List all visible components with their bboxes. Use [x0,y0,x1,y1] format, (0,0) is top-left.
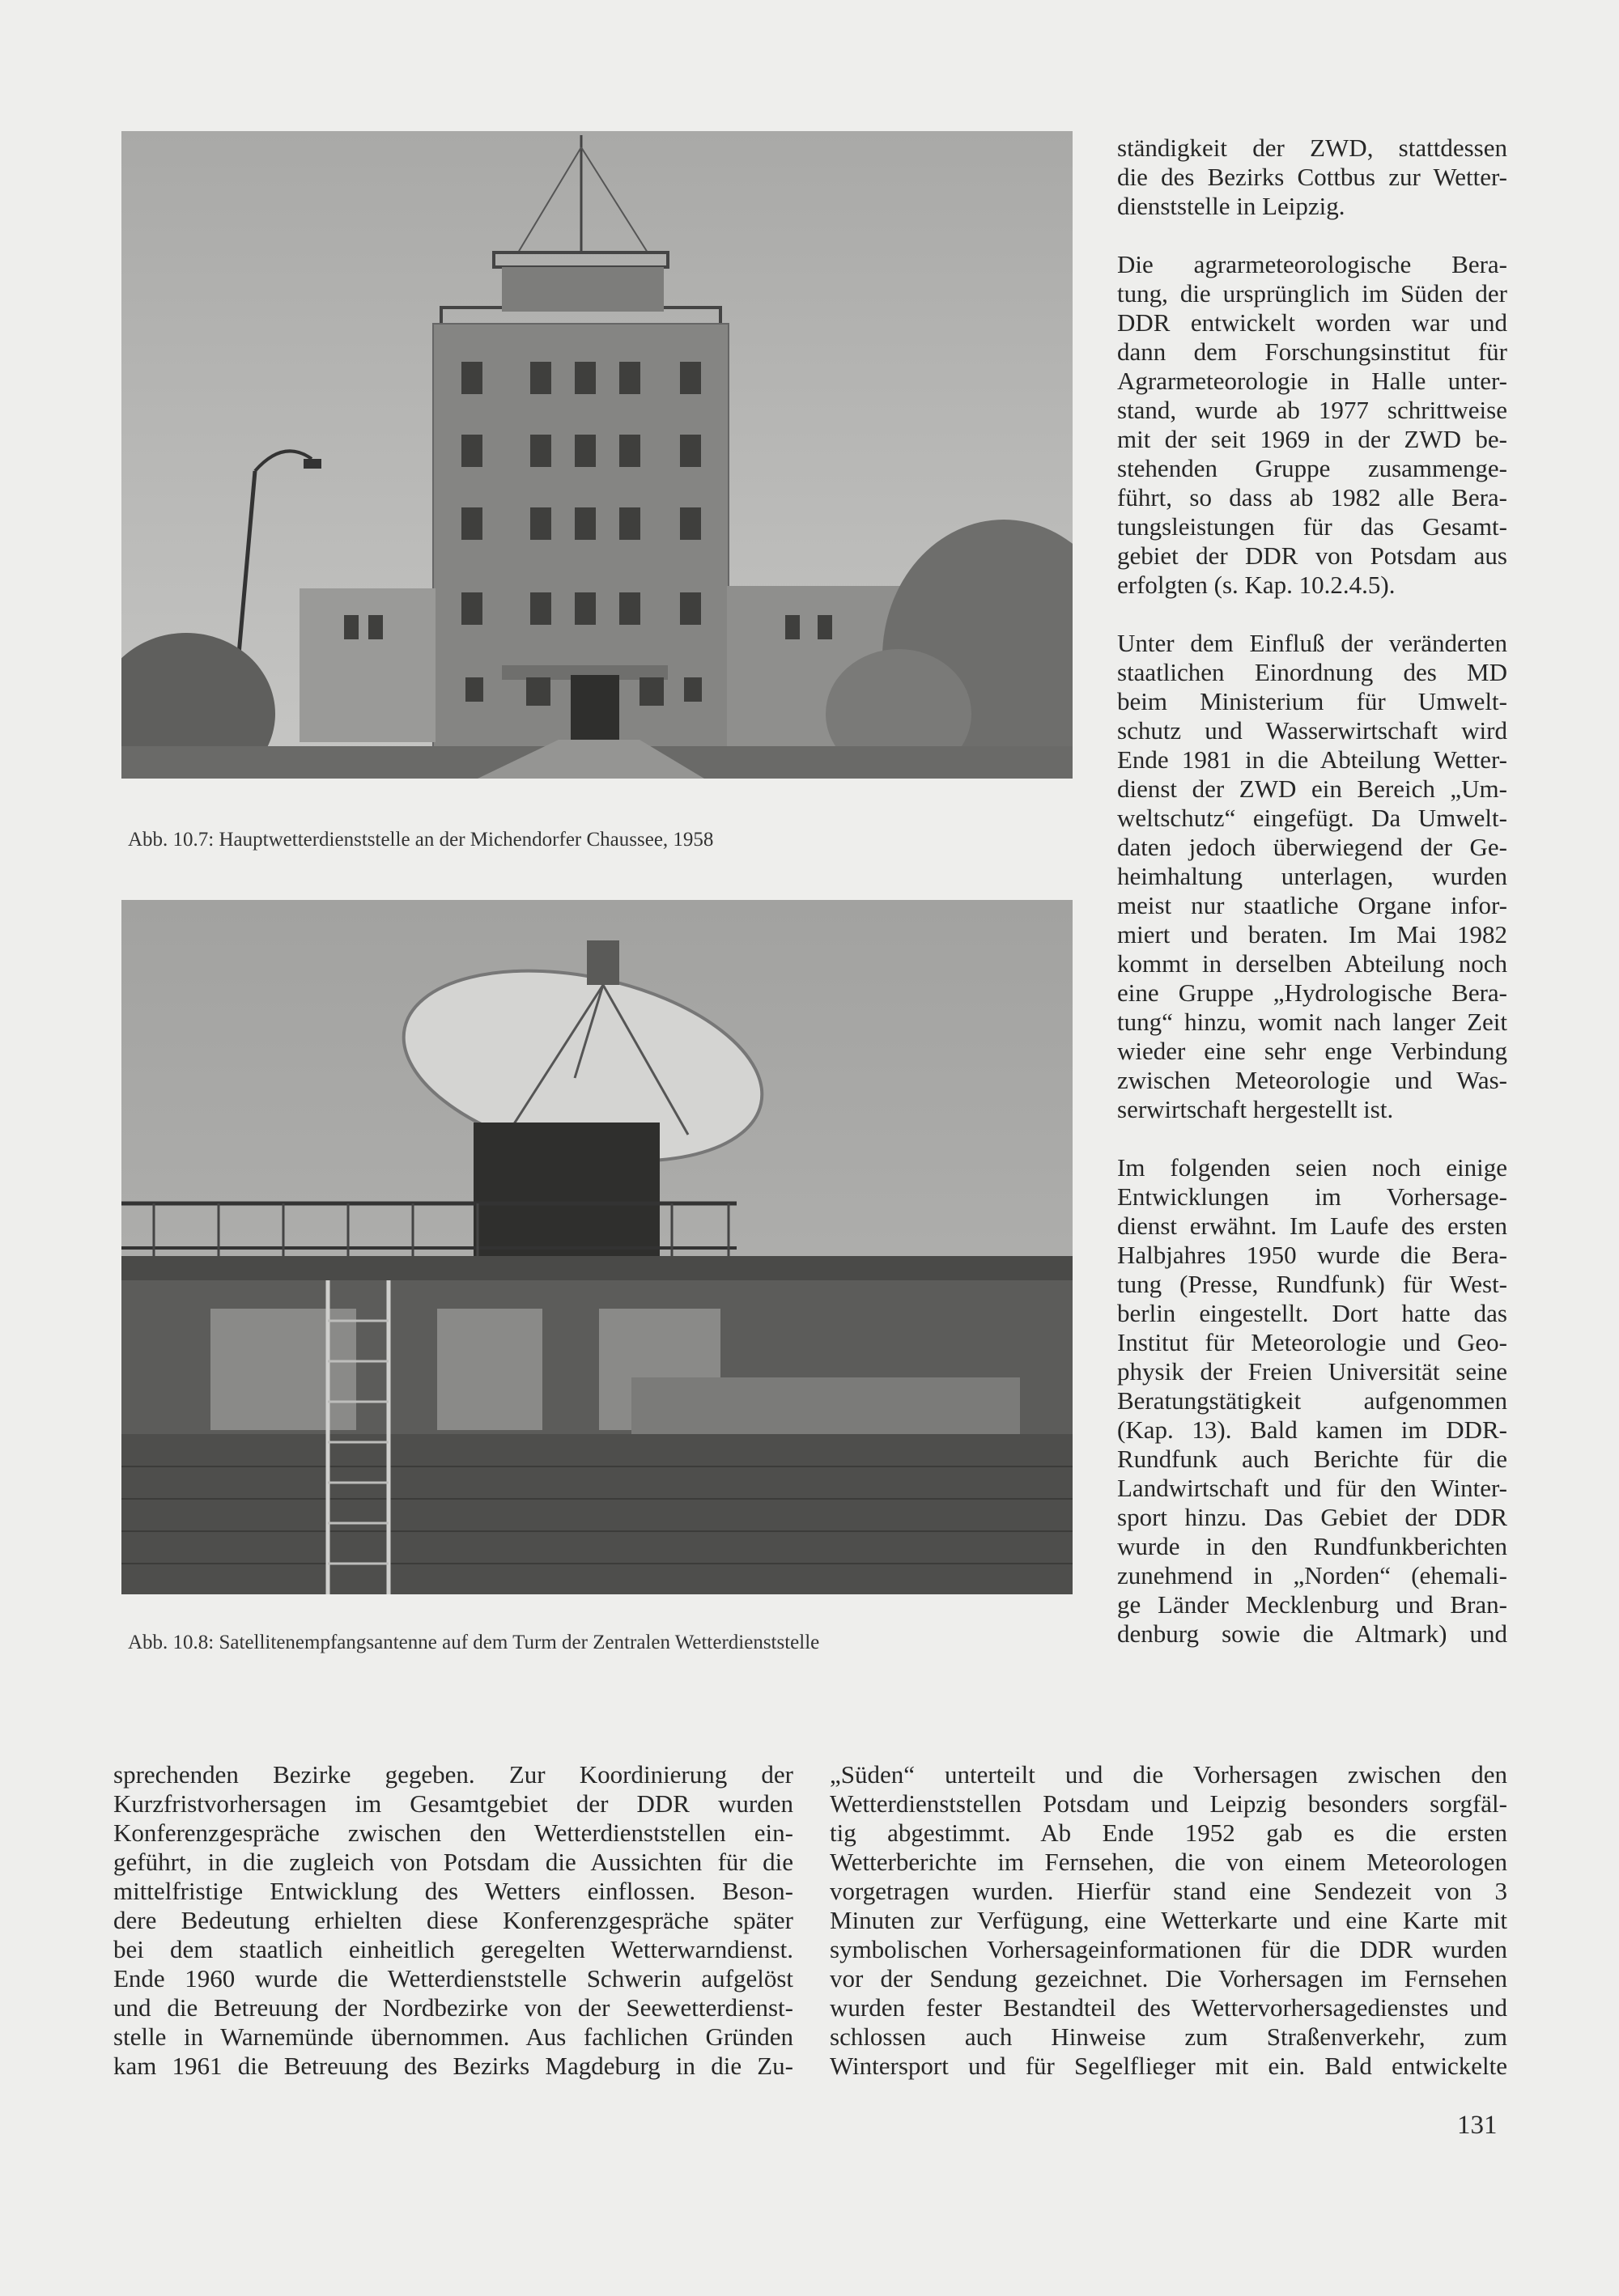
text-line: wurde in den Rundfunkberichten [1117,1532,1507,1560]
text-line: dienststelle in Leipzig. [1117,192,1345,220]
text-line: wurden fester Bestandteil des Wettervorhersagedienstes und [830,1993,1507,2022]
text-line: Konferenzgespräche zwischen den Wetterdienststellen ein- [113,1819,793,1847]
text-line: Die agrarmeteorologische Bera- [1117,250,1507,278]
text-line: berlin eingestellt. Dort hatte das [1117,1299,1507,1327]
text-line: tungsleistungen für das Gesamt- [1117,512,1507,541]
text-line: tig abgestimmt. Ab Ende 1952 gab es die ersten [830,1819,1507,1847]
text-line: Entwicklungen im Vorhersage- [1117,1182,1507,1211]
paragraph [1117,1153,1507,1649]
text-line: denburg sowie die Altmark) und [1117,1619,1507,1648]
text-line: „Süden“ unterteilt und die Vorhersagen zwischen den [830,1760,1507,1789]
text-line: DDR entwickelt worden war und [1117,308,1507,337]
text-line: meist nur staatliche Organe infor- [1117,891,1507,919]
text-line: mit der seit 1969 in der ZWD be- [1117,425,1507,453]
text-line: dienst der ZWD ein Bereich „Um- [1117,775,1507,803]
text-line: sprechenden Bezirke gegeben. Zur Koordinierung der [113,1760,793,1789]
photo-satellite-antenna [121,900,1073,1594]
text-line: stand, wurde ab 1977 schrittweise [1117,396,1507,424]
text-line: kommt in derselben Abteilung noch [1117,949,1507,978]
text-line: führt, so dass ab 1982 alle Bera- [1117,483,1507,511]
text-line: schutz und Wasserwirtschaft wird [1117,716,1507,745]
page-number: 131 [1457,2111,1498,2140]
text-line: zunehmend in „Norden“ (ehemali- [1117,1561,1507,1589]
text-line: weltschutz“ eingefügt. Da Umwelt- [1117,804,1507,832]
text-line: Agrarmeteorologie in Halle unter- [1117,367,1507,395]
text-line: symbolischen Vorhersageinformationen für die DDR wurden [830,1935,1507,1963]
tower-building-illustration [121,131,1073,779]
text-line: Wetterberichte im Fernsehen, die von einem Meteorologen [830,1848,1507,1876]
text-line: tung“ hinzu, womit nach langer Zeit [1117,1008,1507,1036]
text-line: stelle in Warnemünde übernommen. Aus fachlichen Gründen [113,2022,793,2051]
text-line: gebiet der DDR von Potsdam aus [1117,541,1507,570]
text-line: schlossen auch Hinweise zum Straßenverkehr, zum [830,2022,1507,2051]
text-line: vorgetragen wurden. Hierfür stand eine Sendezeit von 3 [830,1877,1507,1905]
text-line: ständigkeit der ZWD, stattdessen [1117,134,1507,162]
text-line: dere Bedeutung erhielten diese Konferenzgespräche später [113,1906,793,1934]
text-line: die des Bezirks Cottbus zur Wetter- [1117,163,1507,191]
text-line: daten jedoch überwiegend der Ge- [1117,833,1507,861]
paragraph [1117,134,1507,221]
text-line: dienst erwähnt. Im Laufe des ersten [1117,1212,1507,1240]
text-line: mittelfristige Entwicklung des Wetters einflossen. Beson- [113,1877,793,1905]
text-line: dann dem Forschungsinstitut für [1117,337,1507,366]
text-line: tung (Presse, Rundfunk) für West- [1117,1270,1507,1298]
text-line: beim Ministerium für Umwelt- [1117,687,1507,715]
text-line: heimhaltung unterlagen, wurden [1117,862,1507,890]
paragraph [1117,250,1507,600]
text-line: physik der Freien Universität seine [1117,1357,1507,1386]
bottom-left-column-text [113,1760,793,2081]
text-line: Wetterdienststellen Potsdam und Leipzig besonders sorgfäl- [830,1789,1507,1818]
right-column-text [1117,134,1507,1649]
text-line: Rundfunk auch Berichte für die [1117,1445,1507,1473]
text-line: bei dem staatlich einheitlich geregelten Wetterwarndienst. [113,1935,793,1963]
text-line: sport hinzu. Das Gebiet der DDR [1117,1503,1507,1531]
text-line: und die Betreuung der Nordbezirke von der Seewetterdienst- [113,1993,793,2022]
text-line: Wintersport und für Segelflieger mit ein. Bald entwickelte [830,2052,1507,2080]
text-line: Landwirtschaft und für den Winter- [1117,1474,1507,1502]
text-line: miert und beraten. Im Mai 1982 [1117,920,1507,949]
text-line: wieder eine sehr enge Verbindung [1117,1037,1507,1065]
satellite-antenna-illustration [121,900,1073,1594]
text-line: zwischen Meteorologie und Was- [1117,1066,1507,1094]
text-line: serwirtschaft hergestellt ist. [1117,1095,1394,1123]
text-line: Ende 1960 wurde die Wetterdienststelle Schwerin aufgelöst [113,1964,793,1993]
paragraph [1117,629,1507,1124]
text-line: Institut für Meteorologie und Geo- [1117,1328,1507,1356]
text-line: Minuten zur Verfügung, eine Wetterkarte und eine Karte mit [830,1906,1507,1934]
photo-weather-tower [121,131,1073,779]
text-line: erfolgten (s. Kap. 10.2.4.5). [1117,571,1396,599]
text-line: Unter dem Einfluß der veränderten [1117,629,1507,657]
text-line: (Kap. 13). Bald kamen im DDR- [1117,1415,1507,1444]
text-line: Ende 1981 in die Abteilung Wetter- [1117,745,1507,774]
text-line: geführt, in die zugleich von Potsdam die Aussichten für die [113,1848,793,1876]
figure-caption-10-7: Abb. 10.7: Hauptwetterdienststelle an der Michendorfer Chaussee, 1958 [128,829,714,851]
text-line: Im folgenden seien noch einige [1117,1153,1507,1182]
figure-caption-10-8: Abb. 10.8: Satellitenempfangsantenne auf dem Turm der Zentralen Wetterdienststelle [128,1632,820,1653]
text-line: vor der Sendung gezeichnet. Die Vorhersagen im Fernsehen [830,1964,1507,1993]
text-line: kam 1961 die Betreuung des Bezirks Magdeburg in die Zu- [113,2052,793,2080]
text-line: Beratungstätigkeit aufgenommen [1117,1386,1507,1415]
text-line: Kurzfristvorhersagen im Gesamtgebiet der DDR wurden [113,1789,793,1818]
text-line: tung, die ursprünglich im Süden der [1117,279,1507,308]
text-line: eine Gruppe „Hydrologische Bera- [1117,978,1507,1007]
text-line: stehenden Gruppe zusammenge- [1117,454,1507,482]
text-line: Halbjahres 1950 wurde die Bera- [1117,1241,1507,1269]
bottom-right-column-text [830,1760,1507,2081]
text-line: ge Länder Mecklenburg und Bran- [1117,1590,1507,1619]
text-line: staatlichen Einordnung des MD [1117,658,1507,686]
